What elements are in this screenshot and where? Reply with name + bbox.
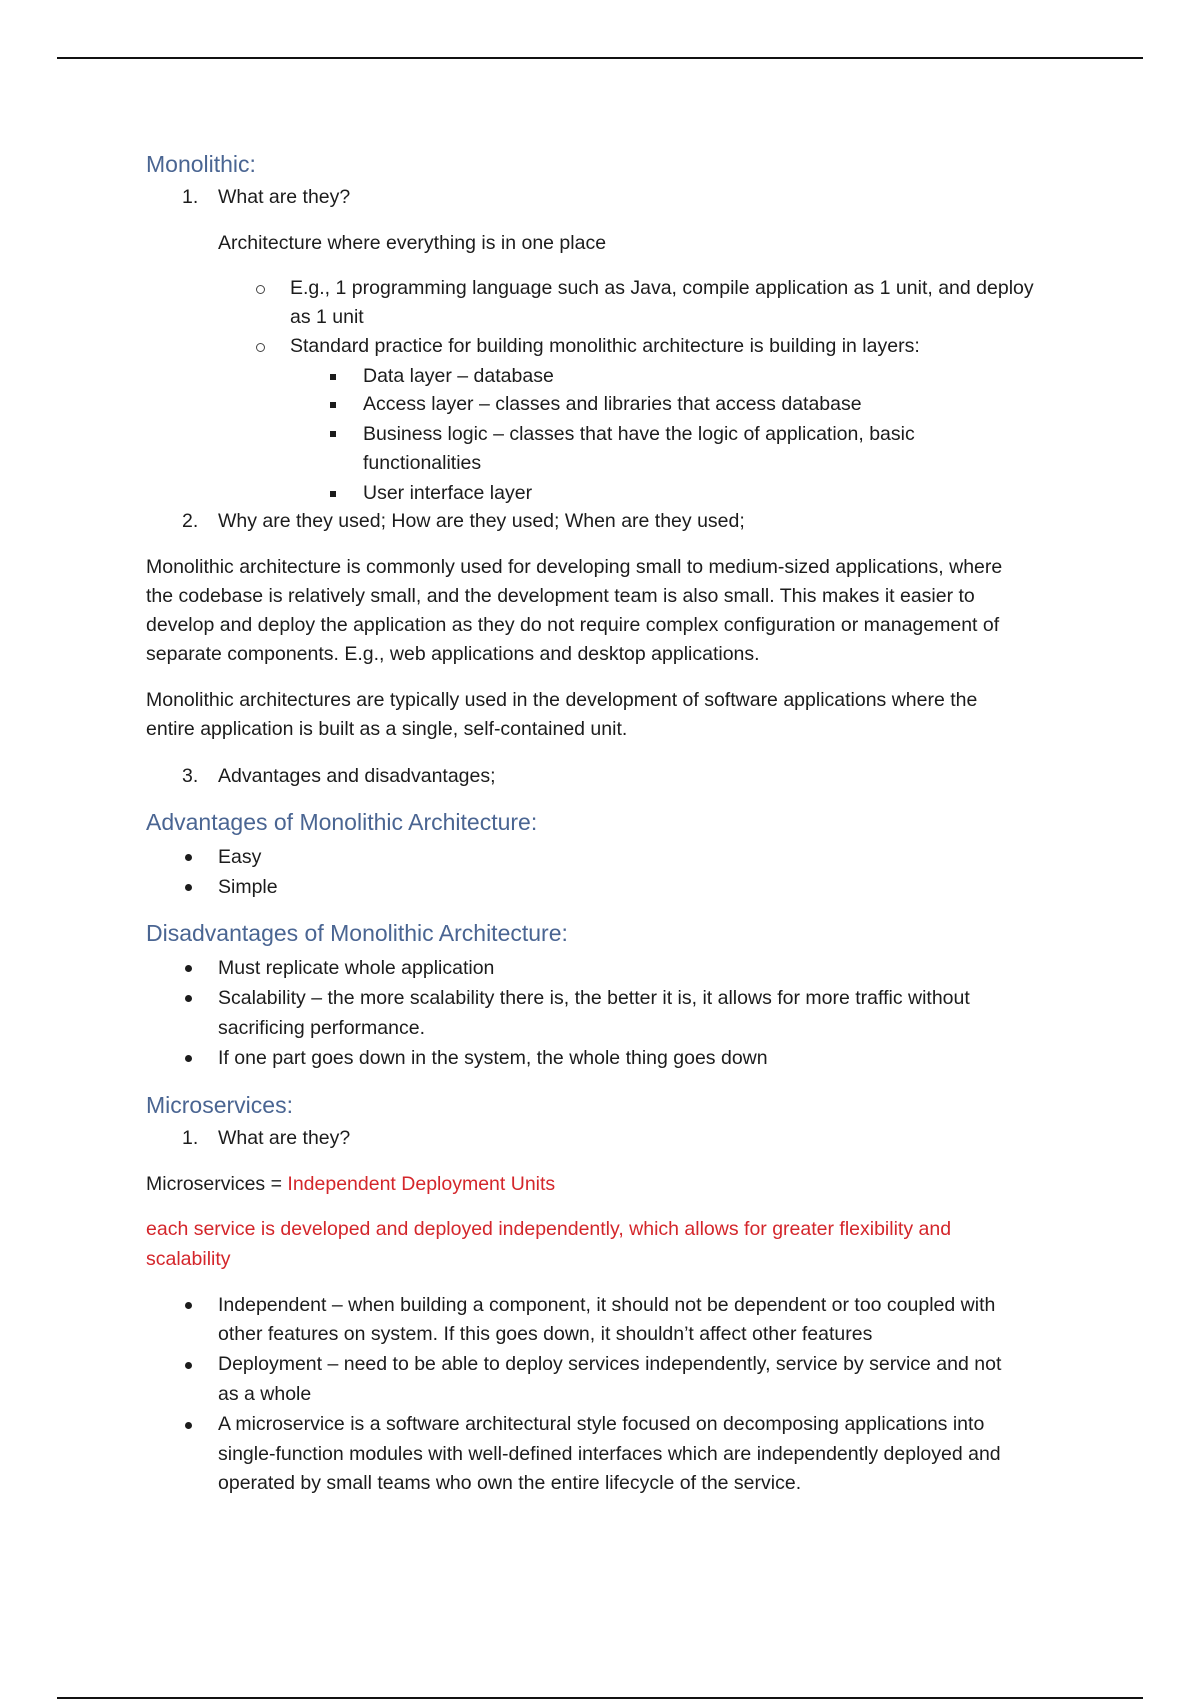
microservice-bullet-line: A microservice is a software architectural style focused on decomposing applications into	[218, 1413, 985, 1435]
heading-advantages: Advantages of Monolithic Architecture:	[146, 809, 538, 835]
layer-item: Access layer – classes and libraries that access database	[363, 393, 862, 415]
bullet-dot-icon	[185, 1422, 192, 1429]
sub-item-line: Standard practice for building monolithic architecture is building in layers:	[290, 335, 920, 357]
layer-item: Business logic – classes that have the logic of application, basic	[363, 423, 915, 445]
disadvantage-item: Scalability – the more scalability there is, the better it is, it allows for more traffic without	[218, 987, 970, 1009]
definition-line	[146, 1170, 555, 1199]
microservice-bullet-line: other features on system. If this goes down, it shouldn’t affect other features	[218, 1323, 873, 1345]
bullet-dot-icon	[185, 1362, 192, 1369]
square-bullet-icon	[330, 374, 336, 380]
square-bullet-icon	[330, 402, 336, 408]
highlight-note-line: each service is developed and deployed independently, which allows for greater flexibility and	[146, 1218, 952, 1240]
disadvantage-item: If one part goes down in the system, the whole thing goes down	[218, 1047, 768, 1069]
bullet-dot-icon	[185, 965, 192, 972]
square-bullet-icon	[330, 491, 336, 497]
definition-prefix: Microservices =	[146, 1173, 288, 1195]
bullet-dot-icon	[185, 995, 192, 1002]
microservice-bullet-line: Independent – when building a component, it should not be dependent or too coupled with	[218, 1294, 996, 1316]
square-bullet-icon	[330, 431, 336, 437]
list-number: 2.	[182, 510, 199, 532]
list-number: 1.	[182, 1127, 199, 1149]
layer-item: Data layer – database	[363, 365, 554, 387]
heading-disadvantages: Disadvantages of Monolithic Architecture:	[146, 920, 568, 946]
layer-item: functionalities	[363, 452, 482, 474]
circle-bullet-icon	[256, 285, 265, 294]
question-text: What are they?	[218, 186, 351, 208]
page-bottom-rule	[57, 1697, 1143, 1699]
heading-monolithic: Monolithic:	[146, 151, 256, 177]
layer-item: User interface layer	[363, 482, 533, 504]
paragraph-line: Monolithic architectures are typically used in the development of software applications where the	[146, 689, 978, 711]
microservice-bullet-line: Deployment – need to be able to deploy services independently, service by service and not	[218, 1353, 1002, 1375]
heading-microservices: Microservices:	[146, 1092, 293, 1118]
disadvantage-item: sacrificing performance.	[218, 1017, 425, 1039]
microservice-bullet-line: single-function modules with well-defined interfaces which are independently deployed and	[218, 1443, 1001, 1465]
bullet-dot-icon	[185, 854, 192, 861]
list-number: 1.	[182, 186, 199, 208]
definition-highlight: Independent Deployment Units	[287, 1173, 556, 1195]
question-text: What are they?	[218, 1127, 351, 1149]
advantage-item: Easy	[218, 846, 262, 868]
bullet-dot-icon	[185, 1302, 192, 1309]
highlight-note-line: scalability	[146, 1248, 231, 1270]
page-top-rule	[57, 57, 1143, 59]
question-text: Why are they used; How are they used; When are they used;	[218, 510, 745, 532]
paragraph-line: separate components. E.g., web applications and desktop applications.	[146, 643, 760, 665]
microservice-bullet-line: operated by small teams who own the entire lifecycle of the service.	[218, 1472, 802, 1494]
disadvantage-item: Must replicate whole application	[218, 957, 495, 979]
question-text: Advantages and disadvantages;	[218, 765, 496, 787]
paragraph-line: entire application is built as a single, self-contained unit.	[146, 718, 628, 740]
microservice-bullet-line: as a whole	[218, 1383, 312, 1405]
intro-text: Architecture where everything is in one place	[218, 232, 607, 254]
circle-bullet-icon	[256, 343, 265, 352]
sub-item-line: E.g., 1 programming language such as Java, compile application as 1 unit, and deploy	[290, 277, 1034, 299]
paragraph-line: the codebase is relatively small, and the development team is also small. This makes it easier to	[146, 585, 975, 607]
list-number: 3.	[182, 765, 199, 787]
advantage-item: Simple	[218, 876, 278, 898]
paragraph-line: develop and deploy the application as they do not require complex configuration or management of	[146, 614, 1000, 636]
bullet-dot-icon	[185, 884, 192, 891]
sub-item-line: as 1 unit	[290, 306, 364, 328]
paragraph-line: Monolithic architecture is commonly used for developing small to medium-sized applications, where	[146, 556, 1003, 578]
bullet-dot-icon	[185, 1055, 192, 1062]
